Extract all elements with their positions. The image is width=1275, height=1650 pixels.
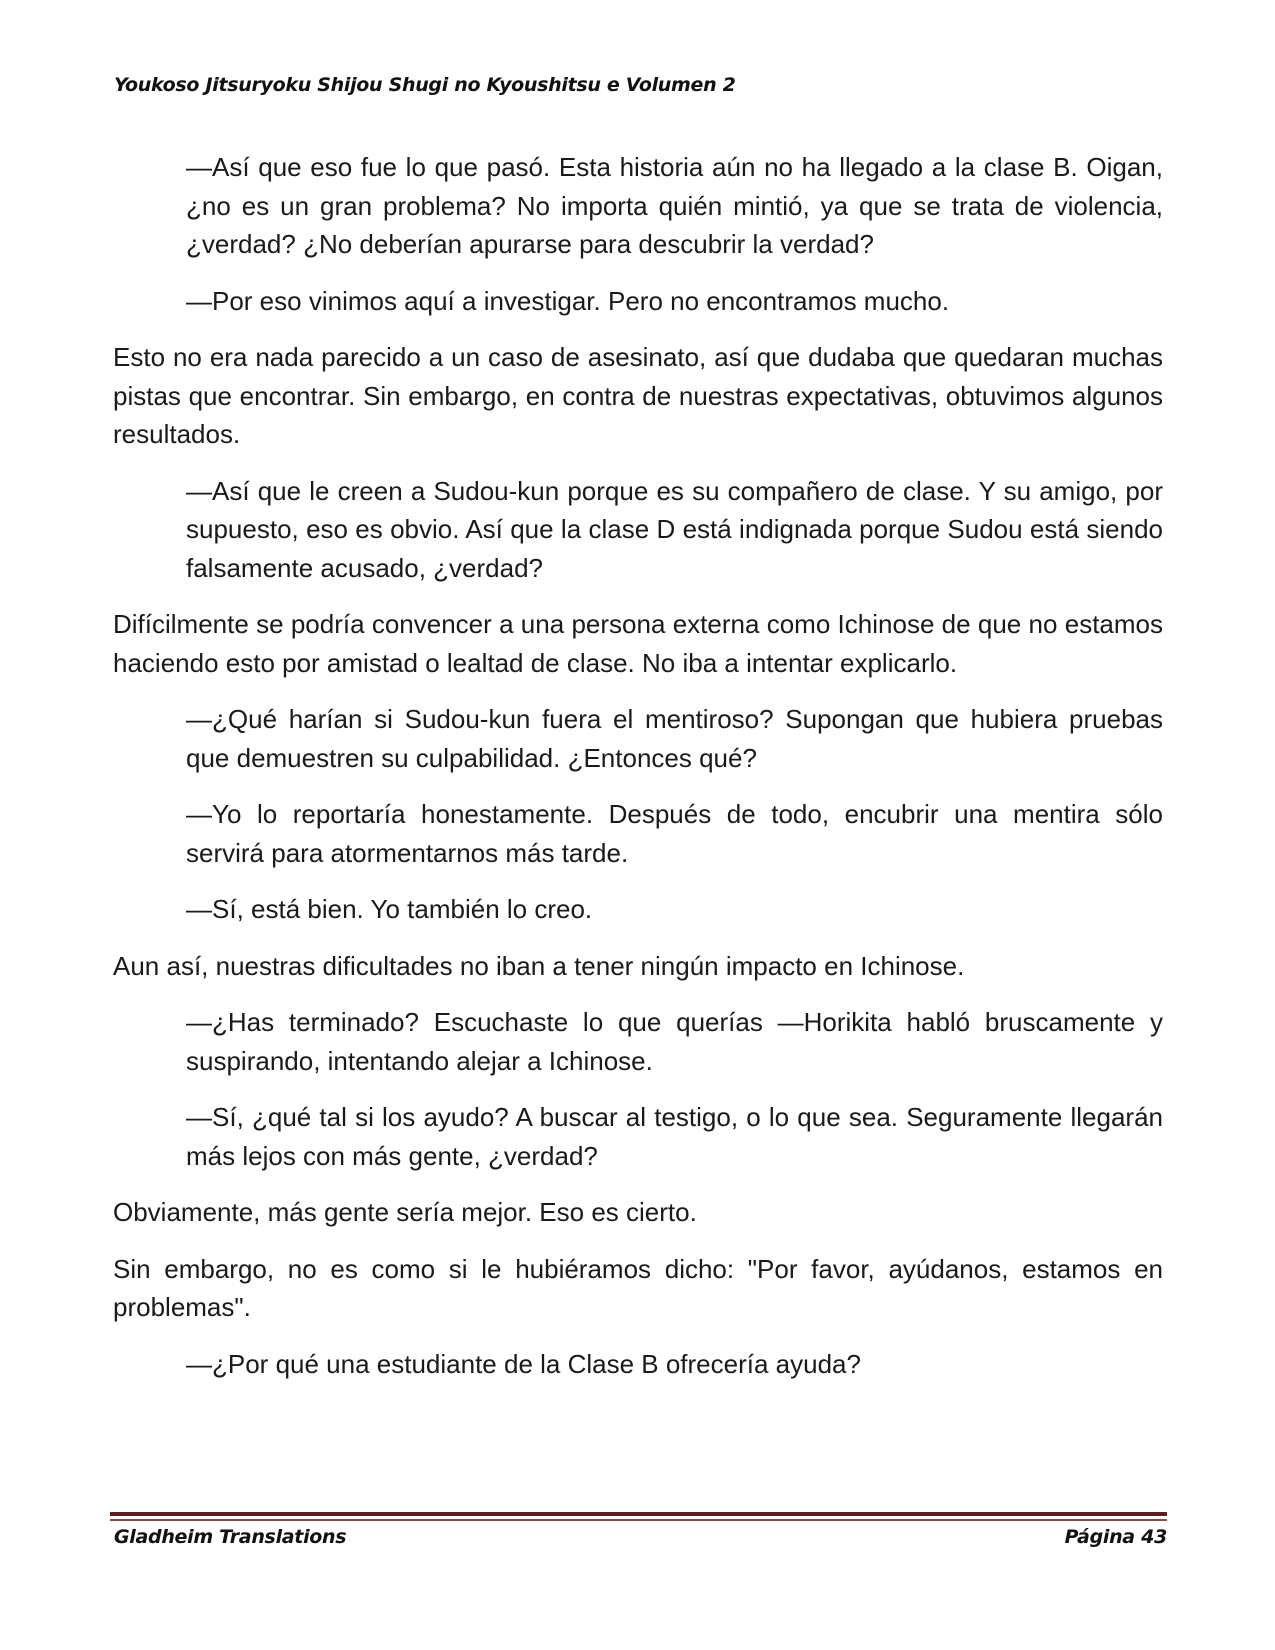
- footer-divider-thin: [110, 1519, 1167, 1521]
- paragraph-dialogue: —Por eso vinimos aquí a investigar. Pero no encontramos mucho.: [186, 285, 950, 316]
- paragraph-dialogue: —Sí, está bien. Yo también lo creo.: [186, 894, 593, 924]
- paragraph-narration: Difícilmente se podría convencer a una persona externa como Ichinose de que no estamos haciendo esto por amistad o lealtad de clase. No iba a intentar explicarlo.: [113, 609, 1163, 678]
- footer-page-number: Página 43: [1064, 1526, 1167, 1548]
- paragraph-dialogue: —¿Qué harían si Sudou-kun fuera el mentiroso? Supongan que hubiera pruebas que demuestren su culpabilidad. ¿Entonces qué?: [186, 704, 1163, 773]
- paragraph-dialogue: —¿Por qué una estudiante de la Clase B ofrecería ayuda?: [186, 1348, 861, 1379]
- body-text: [113, 148, 1163, 1401]
- paragraph-dialogue: —Así que eso fue lo que pasó. Esta historia aún no ha llegado a la clase B. Oigan, ¿no es un gran problema? No importa quién mintió, ya que se trata de violencia, ¿verdad? ¿No deberían apurarse para descubrir la verdad?: [186, 152, 1163, 259]
- footer-divider: [110, 1512, 1167, 1516]
- paragraph-dialogue: —¿Has terminado? Escuchaste lo que querías —Horikita habló bruscamente y suspirando, intentando alejar a Ichinose.: [186, 1007, 1163, 1076]
- paragraph-narration: Sin embargo, no es como si le hubiéramos dicho: "Por favor, ayúdanos, estamos en problemas".: [113, 1253, 1163, 1322]
- footer-translator-credit: Gladheim Translations: [114, 1526, 347, 1548]
- paragraph-dialogue: —Yo lo reportaría honestamente. Después de todo, encubrir una mentira sólo servirá para atormentarnos más tarde.: [186, 799, 1163, 868]
- page-header-title: Youkoso Jitsuryoku Shijou Shugi no Kyoushitsu e Volumen 2: [114, 74, 736, 96]
- paragraph-narration: Aun así, nuestras dificultades no iban a tener ningún impacto en Ichinose.: [113, 950, 965, 981]
- paragraph-narration: Obviamente, más gente sería mejor. Eso es cierto.: [113, 1197, 697, 1227]
- paragraph-dialogue: —Así que le creen a Sudou-kun porque es su compañero de clase. Y su amigo, por supuesto, eso es obvio. Así que la clase D está indignada porque Sudou está siendo falsamente acusado, ¿verdad?: [186, 475, 1163, 583]
- paragraph-dialogue: —Sí, ¿qué tal si los ayudo? A buscar al testigo, o lo que sea. Seguramente llegarán más lejos con más gente, ¿verdad?: [186, 1102, 1163, 1171]
- paragraph-narration: Esto no era nada parecido a un caso de asesinato, así que dudaba que quedaran muchas pistas que encontrar. Sin embargo, en contra de nuestras expectativas, obtuvimos algunos resultados.: [113, 342, 1163, 449]
